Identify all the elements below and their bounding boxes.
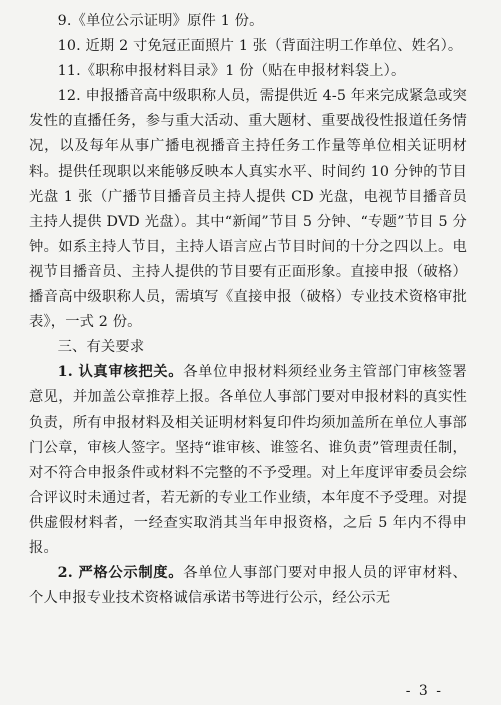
requirement-1-lead: 1. 认真审核把关。	[57, 364, 184, 381]
page-number: - 3 -	[405, 683, 443, 699]
requirement-2	[29, 561, 467, 611]
requirement-1-text: 各单位申报材料须经业务主管部门审核签署意见，并加盖公章推荐上报。各单位人事部门要对申报材料的真实性负责，所有申报材料及相关证明材料复印件均须加盖所在单位人事部门公章，审核人签字。坚持“谁审核、谁签名、谁负责”管理责任制，对不符合申报条件或材料不完整的不予受理。对上年度评审委员会综合评议时未通过者，若无新的专业工作业绩，本年度不予受理。对提供虚假材料者，一经查实取消其当年申报资格，之后 5 年内不得申报。	[29, 364, 467, 556]
requirement-2-lead: 2. 严格公示制度。	[57, 565, 184, 582]
item-10: 10. 近期 2 寸免冠正面照片 1 张（背面注明工作单位、姓名）。	[57, 38, 463, 55]
requirement-1	[29, 360, 467, 561]
requirement-2-text: 各单位人事部门要对申报人员的评审材料、个人申报专业技术资格诚信承诺书等进行公示，经公示无	[29, 565, 467, 607]
item-9: 9.《单位公示证明》原件 1 份。	[57, 13, 264, 29]
item-11: 11.《职称申报材料目录》1 份（贴在申报材料袋上）。	[57, 63, 406, 80]
section-heading: 三、有关要求	[57, 339, 145, 356]
item-12: 12. 申报播音高中级职称人员，需提供近 4-5 年来完成紧急或突发性的直播任务，参与重大活动、重大题材、重要战役性报道任务情况，以及每年从事广播电视播音主持任务工作量等单位相关证明材料。提供任现职以来能够反映本人真实水平、时间约 10 分钟的节目光盘 1 张（广播节目播音员主持人提供 CD 光盘，电视节目播音员主持人提供 DVD 光盘）。其中“新闻”节目 5 分钟、“专题”节目 5 分钟。如系主持人节目，主持人语言应占节目时间的十分之四以上。电视节目播音员、主持人提供的节目要有正面形象。直接申报（破格）播音高中级职称人员，需填写《直接申报（破格）专业技术资格审批表》，一式 2 份。	[29, 88, 467, 331]
